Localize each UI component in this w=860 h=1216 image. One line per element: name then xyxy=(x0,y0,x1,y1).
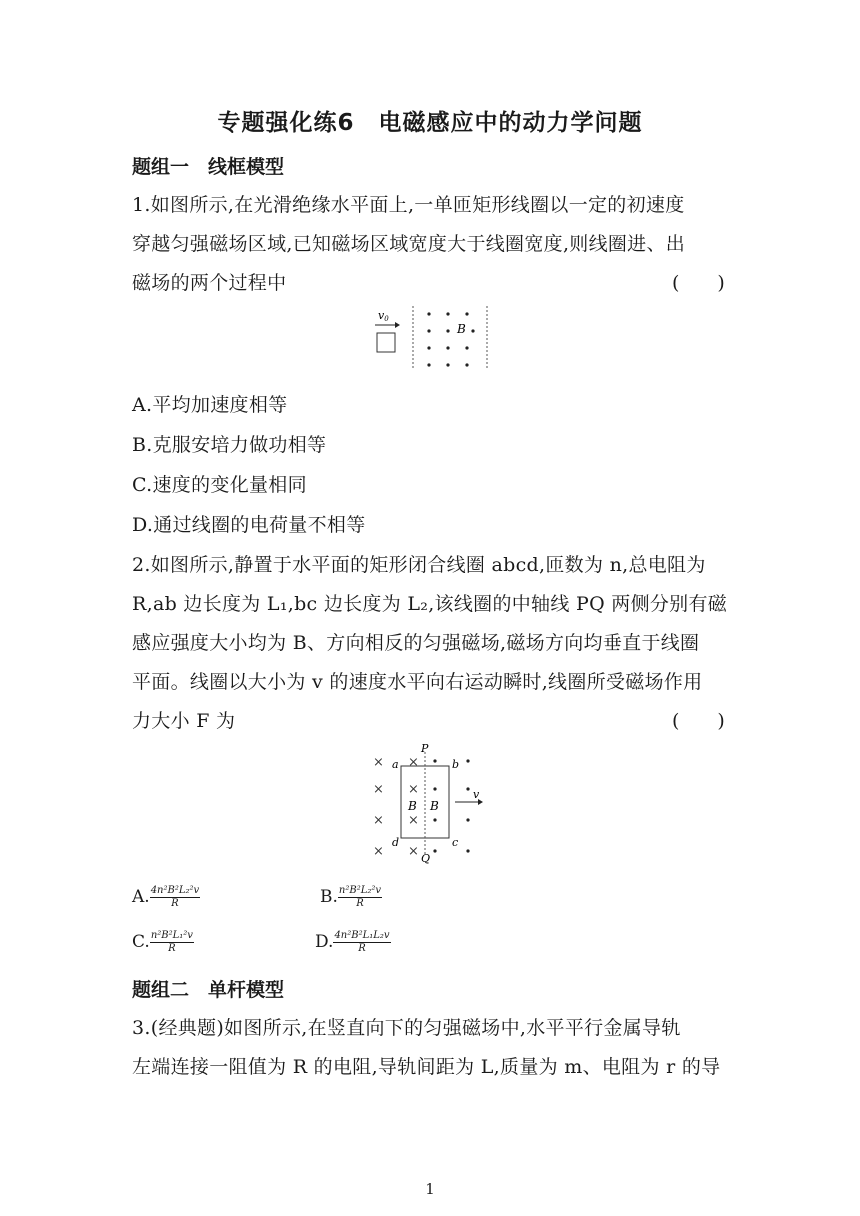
q3-line-2: 左端连接一阻值为 R 的电阻,导轨间距为 L,质量为 m、电阻为 r 的导 xyxy=(132,1056,721,1078)
q2-figure xyxy=(368,740,488,865)
q1-B-label: B xyxy=(457,322,466,336)
q2-label-v: v xyxy=(473,788,480,801)
q1-option-c: C.速度的变化量相同 xyxy=(132,474,307,496)
q2-line-3: 感应强度大小均为 B、方向相反的匀强磁场,磁场方向均垂直于线圈 xyxy=(132,632,700,654)
svg-text:×: × xyxy=(408,755,419,770)
q2-label-b: b xyxy=(452,758,460,771)
svg-text:×: × xyxy=(373,813,384,828)
q2-label-P: P xyxy=(421,742,429,755)
q2-line-4: 平面。线圈以大小为 v 的速度水平向右运动瞬时,线圈所受磁场作用 xyxy=(132,671,703,693)
q2-option-d: D. $\frac{\text{4n²B²L₁L₂v}}{R}$ xyxy=(315,930,390,954)
svg-text:×: × xyxy=(408,813,419,828)
svg-text:×: × xyxy=(373,755,384,770)
q1-line-1: 1.如图所示,在光滑绝缘水平面上,一单匝矩形线圈以一定的初速度 xyxy=(132,194,685,216)
q1-option-a: A.平均加速度相等 xyxy=(132,394,288,416)
q2-label-a: a xyxy=(392,758,399,771)
q1-option-d: D.通过线圈的电荷量不相等 xyxy=(132,514,366,536)
q2-option-b: B. $\frac{\text{n²B²L₂²v}}{R}$ xyxy=(320,885,382,909)
page-number: 1 xyxy=(425,1180,435,1198)
q2-answer-paren: ( ) xyxy=(672,710,725,732)
q1-arrowhead-icon xyxy=(395,322,400,328)
q2-line-5: 力大小 F 为 xyxy=(132,710,236,732)
svg-text:×: × xyxy=(408,782,419,797)
svg-text:×: × xyxy=(373,844,384,859)
q2-label-d: d xyxy=(392,836,400,849)
q1-line-3: 磁场的两个过程中 xyxy=(132,272,287,294)
q2-line-2: R,ab 边长度为 L₁,bc 边长度为 L₂,该线圈的中轴线 PQ 两侧分别有磁 xyxy=(132,593,728,615)
q2-option-c: C. $\frac{\text{n²B²L₁²v}}{R}$ xyxy=(132,930,193,954)
q2-label-B-right: B xyxy=(430,799,439,813)
q1-coil xyxy=(377,333,395,352)
q1-v0-label: v0 xyxy=(378,309,389,323)
svg-text:×: × xyxy=(408,844,419,859)
section-heading-2: 题组二 单杆模型 xyxy=(132,979,285,1001)
q1-figure xyxy=(370,304,500,374)
q1-line-2: 穿越匀强磁场区域,已知磁场区域宽度大于线圈宽度,则线圈进、出 xyxy=(132,233,686,255)
section-heading-1: 题组一 线框模型 xyxy=(132,156,285,178)
q2-label-c: c xyxy=(452,836,459,849)
q3-line-1: 3.(经典题)如图所示,在竖直向下的匀强磁场中,水平平行金属导轨 xyxy=(132,1017,681,1039)
q2-line-1: 2.如图所示,静置于水平面的矩形闭合线圈 abcd,匝数为 n,总电阻为 xyxy=(132,554,706,576)
q2-label-B-left: B xyxy=(408,799,417,813)
q2-label-Q: Q xyxy=(421,852,431,865)
page-title: 专题强化练6 电磁感应中的动力学问题 xyxy=(217,110,643,136)
q1-field-dots xyxy=(427,312,474,366)
q1-answer-paren: ( ) xyxy=(672,272,725,294)
svg-text:×: × xyxy=(373,782,384,797)
q1-option-b: B.克服安培力做功相等 xyxy=(132,434,327,456)
q2-option-a: A. $\frac{\text{4n²B²L₂²v}}{R}$ xyxy=(132,885,200,909)
